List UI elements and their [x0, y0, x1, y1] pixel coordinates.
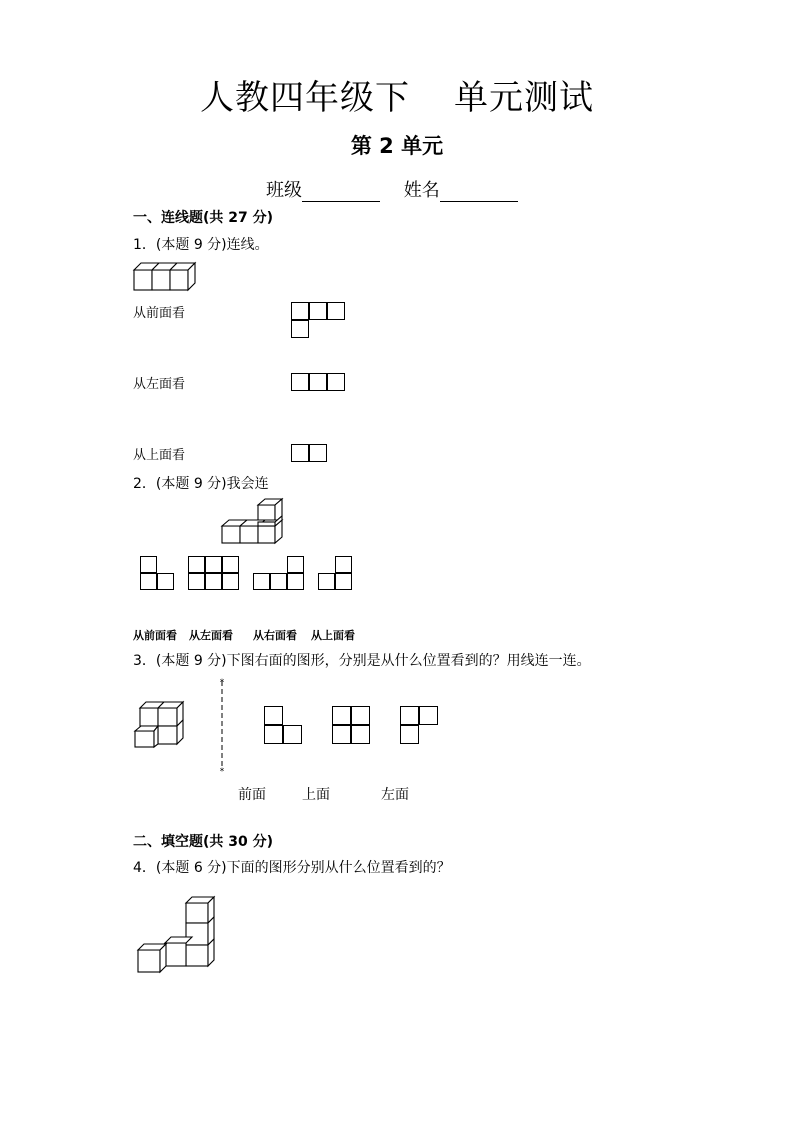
q1-cube-figure [133, 262, 205, 292]
q2-label-top: 从上面看 [311, 629, 355, 642]
q3-text: 3．(本题 9 分)下图右面的图形，分别是从什么位置看到的？用线连一连。 [133, 653, 591, 669]
q3-view-a[interactable] [264, 706, 302, 744]
q2-text: 2．(本题 9 分)我会连 [133, 476, 269, 492]
q1-view-b[interactable] [291, 373, 345, 391]
q4-cube-figure [136, 893, 218, 975]
q3-view-b[interactable] [332, 706, 370, 744]
q1-view-c[interactable] [291, 444, 327, 462]
q1-text: 1．(本题 9 分)连线。 [133, 237, 269, 253]
q3-cube-figure [133, 700, 185, 748]
section2-heading: 二、填空题(共 30 分) [133, 834, 274, 850]
name-blank[interactable] [440, 181, 518, 202]
class-blank[interactable] [302, 181, 380, 202]
q3-label-front: 前面 [238, 787, 266, 803]
q2-view-a[interactable] [140, 556, 174, 590]
q2-label-left: 从左面看 [189, 629, 233, 642]
q2-view-b[interactable] [188, 556, 239, 590]
q1-label-front: 从前面看 [133, 306, 186, 321]
title-part1: 人教四年级下 [200, 78, 410, 118]
name-label: 姓名 [403, 180, 440, 201]
q3-view-c[interactable] [400, 706, 438, 744]
q2-view-d[interactable] [318, 556, 352, 590]
q2-label-right: 从右面看 [253, 629, 297, 642]
unit-subtitle: 第 2 单元 [350, 134, 444, 158]
q3-label-left: 左面 [381, 787, 409, 803]
q1-view-a[interactable] [291, 302, 345, 338]
q3-label-top: 上面 [302, 787, 330, 803]
q1-label-left: 从左面看 [133, 377, 186, 392]
q2-view-c[interactable] [253, 556, 304, 590]
svg-text:*: * [219, 767, 225, 777]
q1-label-top: 从上面看 [133, 448, 186, 463]
class-name-line [266, 176, 536, 202]
q3-divider-line [217, 678, 227, 777]
class-label: 班级 [266, 180, 302, 201]
svg-text:*: * [219, 678, 225, 688]
section1-heading: 一、连线题(共 27 分) [133, 210, 274, 226]
q2-cube-figure [220, 498, 284, 544]
q2-label-front: 从前面看 [133, 629, 177, 642]
page-title [0, 70, 794, 119]
title-part2: 单元测试 [454, 78, 594, 118]
q4-text: 4．(本题 6 分)下面的图形分别从什么位置看到的？ [133, 860, 451, 876]
